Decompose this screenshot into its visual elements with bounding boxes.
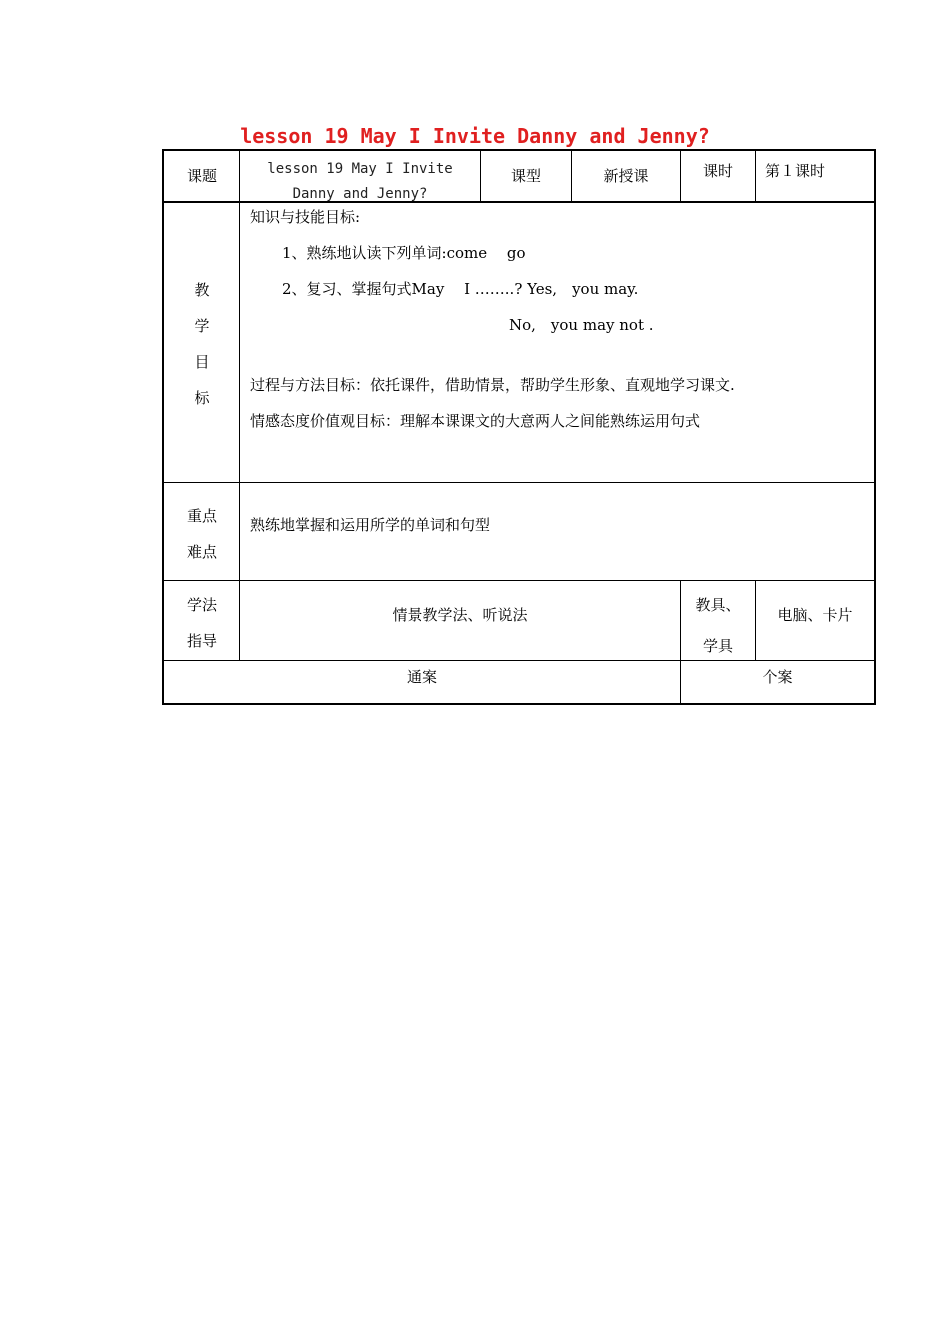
keypoints-label-line2: 难点 bbox=[186, 543, 217, 561]
individual-plan-header: 个案 bbox=[762, 668, 793, 686]
topic-value-line2: Danny and Jenny? bbox=[292, 186, 428, 202]
method-label bbox=[164, 587, 240, 659]
tools-label-line1: 教具、 bbox=[695, 596, 741, 614]
method-label-line2: 指导 bbox=[186, 632, 217, 650]
objectives-label bbox=[164, 272, 240, 416]
lesson-plan-table bbox=[162, 149, 876, 705]
period-value: 第１课时 bbox=[765, 162, 826, 180]
col-divider bbox=[755, 151, 756, 203]
general-plan-header: 通案 bbox=[406, 668, 437, 686]
tools-value: 电脑、卡片 bbox=[777, 606, 853, 624]
knowledge-heading: 知识与技能目标: bbox=[250, 208, 361, 226]
tools-label-line2: 学具 bbox=[702, 637, 733, 655]
row-divider bbox=[164, 580, 874, 581]
topic-label: 课题 bbox=[186, 167, 217, 185]
objectives-label-char: 教 bbox=[194, 281, 210, 299]
keypoints-label bbox=[164, 498, 240, 570]
type-label: 课型 bbox=[510, 167, 541, 185]
objective-item-2: 2、复习、掌握句式May I ……..? Yes, you may. bbox=[282, 280, 639, 298]
type-value: 新授课 bbox=[603, 167, 649, 185]
row-divider bbox=[164, 482, 874, 483]
period-label: 课时 bbox=[702, 162, 733, 180]
keypoints-label-line1: 重点 bbox=[186, 507, 217, 525]
topic-value bbox=[240, 157, 480, 207]
document-title: lesson 19 May I Invite Danny and Jenny? bbox=[240, 124, 710, 148]
keypoints-value: 熟练地掌握和运用所学的单词和句型 bbox=[250, 516, 491, 534]
objectives-label-char: 目 bbox=[194, 353, 210, 371]
objectives-label-char: 学 bbox=[194, 317, 210, 335]
method-value: 情景教学法、听说法 bbox=[392, 606, 528, 624]
emotion-objective: 情感态度价值观目标：理解本课课文的大意两人之间能熟练运用句式 bbox=[250, 412, 701, 430]
objectives-label-char: 标 bbox=[194, 389, 210, 407]
process-objective: 过程与方法目标：依托课件，借助情景，帮助学生形象、直观地学习课文. bbox=[250, 376, 735, 394]
row-divider bbox=[164, 660, 874, 661]
objective-item-1: 1、熟练地认读下列单词:come go bbox=[282, 244, 526, 262]
method-label-line1: 学法 bbox=[186, 596, 217, 614]
tools-label bbox=[681, 585, 755, 667]
topic-value-line1: lesson 19 May I Invite bbox=[267, 161, 453, 177]
objective-item-2-continued: No, you may not . bbox=[509, 316, 654, 334]
